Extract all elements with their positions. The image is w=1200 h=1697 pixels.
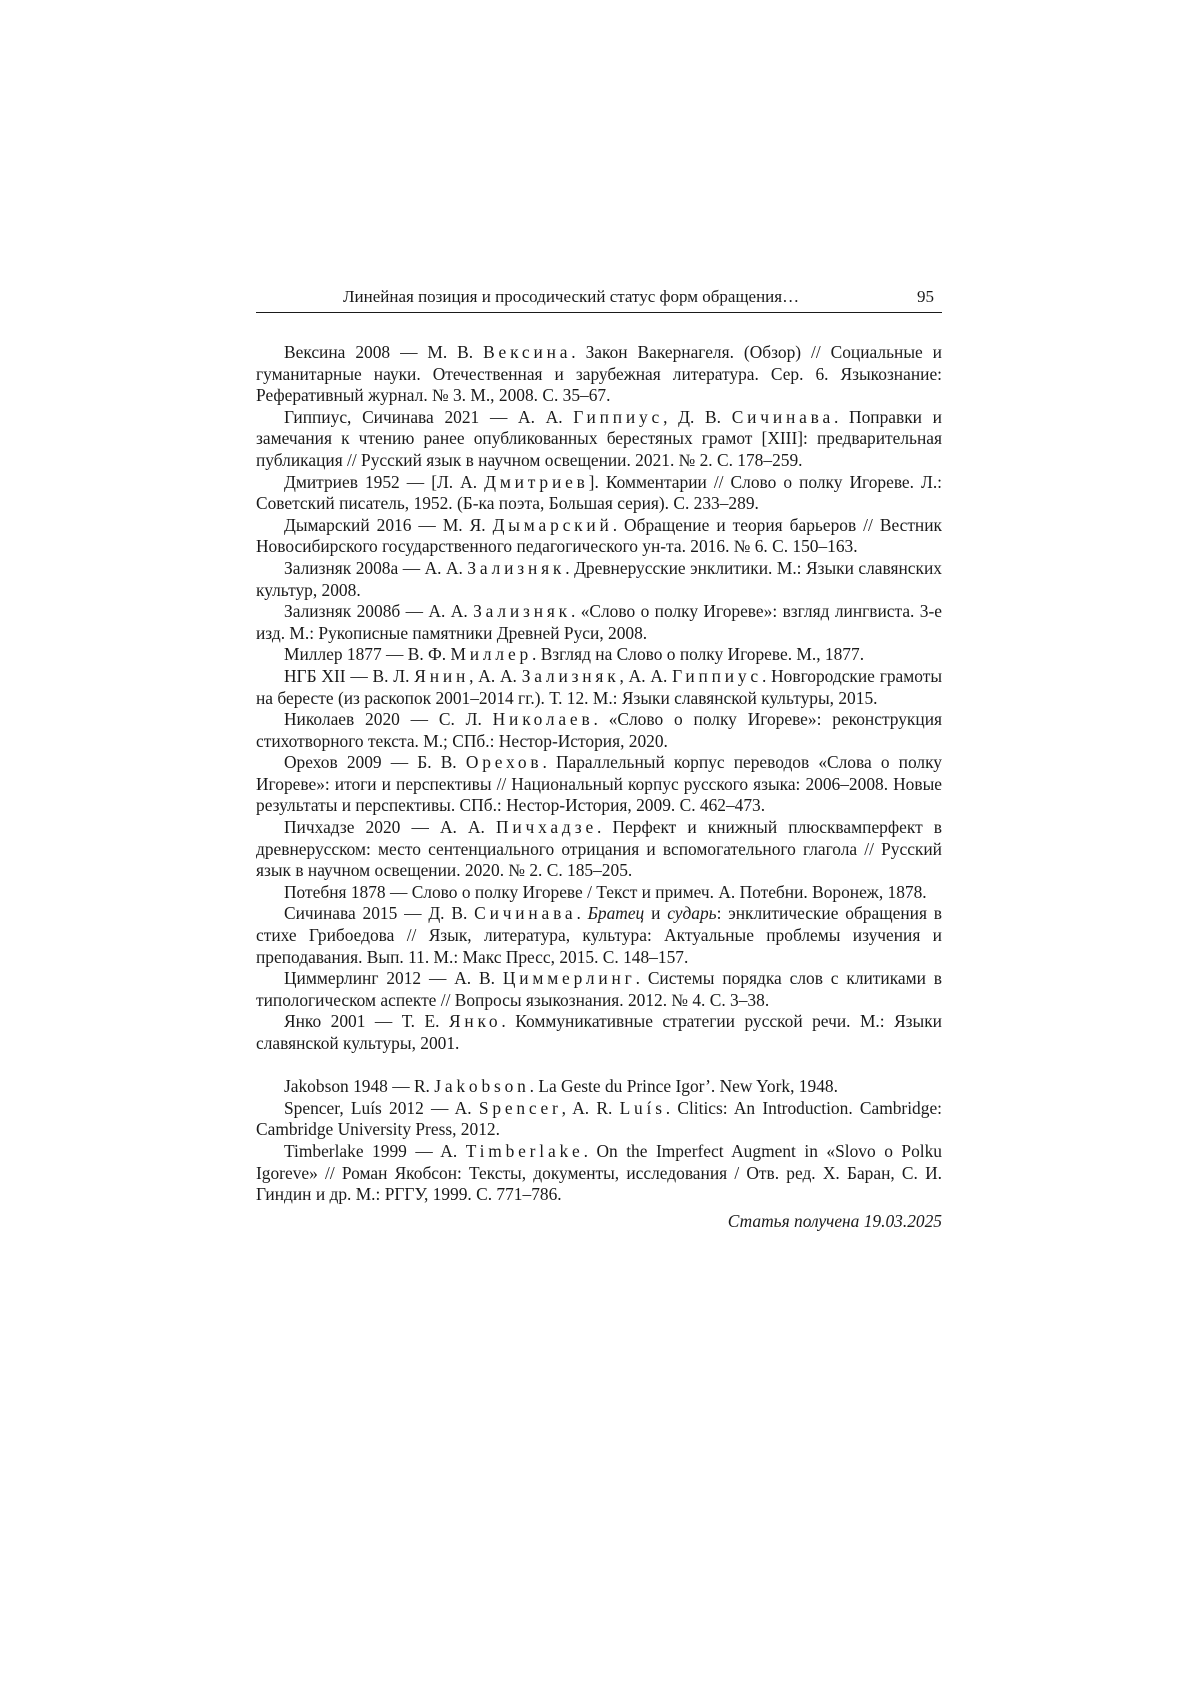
reference-item: Сичинава 2015 — Д. В. Сичинава. Братец и сударь: энклитические обращения в стихе Грибоедова // Язык, литература, культура: Актуальные проблемы изучения и преподавания. Вып. 11. М.: Макс Пресс, 2015. С. 148–157. [256, 903, 942, 967]
page-number: 95 [917, 287, 934, 306]
reference-item: Пичхадзе 2020 — А. А. Пичхадзе. Перфект и книжный плюсквамперфект в древнерусском: место сентенциального отрицания и вспомогательного глагола // Русский язык в научном освещении. 2020. № 2. С. 185–205. [256, 817, 942, 881]
reference-item: Миллер 1877 — В. Ф. Миллер. Взгляд на Слово о полку Игореве. М., 1877. [284, 644, 865, 665]
reference-item: Spencer, Luís 2012 — A. Spencer, A. R. Luís. Clitics: An Introduction. Cambridge: Cambridge University Press, 2012. [256, 1097, 942, 1140]
reference-item: Янко 2001 — Т. Е. Янко. Коммуникативные стратегии русской речи. М.: Языки славянской культуры, 2001. [256, 1011, 942, 1053]
reference-item: Потебня 1878 — Слово о полку Игореве / Текст и примеч. А. Потебни. Воронеж, 1878. [284, 881, 927, 902]
reference-item: Jakobson 1948 — R. Jakobson. La Geste du Prince Igor’. New York, 1948. [284, 1076, 838, 1097]
reference-item: НГБ XII — В. Л. Янин, А. А. Зализняк, А. А. Гиппиус. Новгородские грамоты на бересте (из раскопок 2001–2014 гг.). Т. 12. М.: Языки славянской культуры, 2015. [256, 665, 943, 708]
running-title: Линейная позиция и просодический статус форм обращения… [343, 287, 800, 306]
reference-item: Вексина 2008 — М. В. Вексина. Закон Вакернагеля. (Обзор) // Социальные и гуманитарные науки. Отечественная и зарубежная литература. Сер. 6. Языкознание: Реферативный журнал. № 3. М., 2008. С. 35–67. [256, 342, 942, 406]
reference-item: Timberlake 1999 — A. Timberlake. On the Imperfect Augment in «Slovo o Polku Igoreve» // Роман Якобсон: Тексты, документы, исследования / Отв. ред. Х. Баран, С. И. Гиндин и др. М.: РГГУ, 1999. С. 771–786. [256, 1140, 943, 1205]
section-gap [256, 1055, 942, 1077]
references-list [256, 342, 942, 1206]
reference-item: Дымарский 2016 — М. Я. Дымарский. Обращение и теория барьеров // Вестник Новосибирского государственного педагогического ун-та. 2016. № 6. С. 150–163. [256, 514, 942, 557]
reference-item: Циммерлинг 2012 — А. В. Циммерлинг. Системы порядка слов с клитиками в типологическом аспекте // Вопросы языкознания. 2012. № 4. С. 3–38. [256, 968, 943, 1010]
reference-item: Николаев 2020 — С. Л. Николаев. «Слово о полку Игореве»: реконструкция стихотворного текста. М.; СПб.: Нестор-История, 2020. [256, 709, 942, 751]
reference-item: Зализняк 2008а — А. А. Зализняк. Древнерусские энклитики. М.: Языки славянских культур, 2008. [256, 557, 942, 600]
reference-item: Гиппиус, Сичинава 2021 — А. А. Гиппиус, Д. В. Сичинава. Поправки и замечания к чтению ранее опубликованных берестяных грамот [XIII]: предварительная публикация // Русский язык в научном освещении. 2021. № 2. С. 178–259. [256, 406, 942, 470]
reference-item: Орехов 2009 — Б. В. Орехов. Параллельный корпус переводов «Слова о полку Игореве»: итоги и перспективы // Национальный корпус русского языка: 2006–2008. Новые результаты и перспективы. СПб.: Нестор-История, 2009. С. 462–473. [256, 752, 942, 816]
running-header [256, 286, 942, 313]
article-page [256, 286, 942, 1232]
received-date: Статья получена 19.03.2025 [727, 1210, 942, 1231]
reference-item: Зализняк 2008б — А. А. Зализняк. «Слово о полку Игореве»: взгляд лингвиста. 3-е изд. М.: Рукописные памятники Древней Руси, 2008. [256, 601, 942, 643]
reference-item: Дмитриев 1952 — [Л. А. Дмитриев]. Комментарии // Слово о полку Игореве. Л.: Советский писатель, 1952. (Б-ка поэта, Большая серия). С. 233–289. [256, 471, 943, 514]
